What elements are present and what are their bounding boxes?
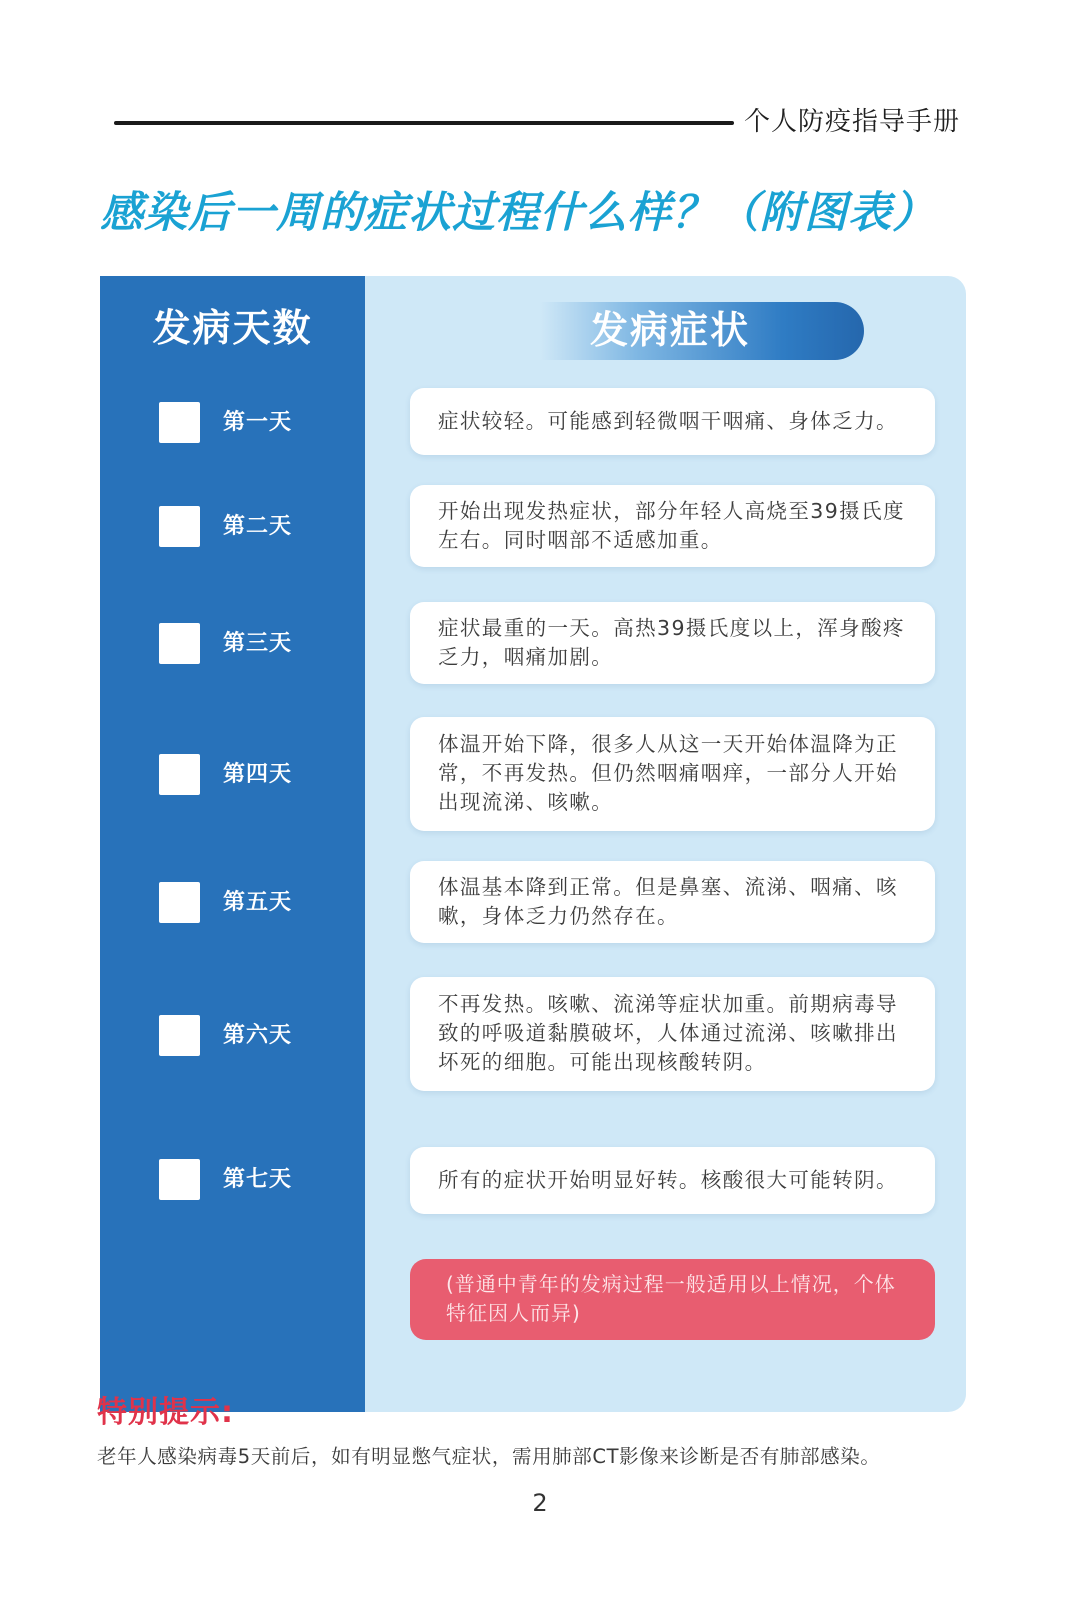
checkbox-day-5[interactable] <box>159 882 200 923</box>
symptom-text-6: 不再发热。咳嗽、流涕等症状加重。前期病毒导致的呼吸道黏膜破坏，人体通过流涕、咳嗽排出坏死的细胞。可能出现核酸转阴。 <box>438 992 898 1074</box>
general-note-box <box>410 1259 935 1340</box>
page-title: 感染后一周的症状过程什么样？（附图表） <box>100 188 936 238</box>
column-header-symptoms: 发病症状 <box>590 308 751 352</box>
checkbox-day-7[interactable] <box>159 1159 200 1200</box>
symptom-text-3: 症状最重的一天。高热39摄氏度以上，浑身酸疼乏力，咽痛加剧。 <box>438 616 905 669</box>
symptom-box-6 <box>410 977 935 1091</box>
symptom-timeline-card <box>100 276 966 1412</box>
special-tip-body: 老年人感染病毒5天前后，如有明显憋气症状，需用肺部CT影像来诊断是否有肺部感染。 <box>97 1445 881 1468</box>
symptom-text-1: 症状较轻。可能感到轻微咽干咽痛、身体乏力。 <box>438 409 898 433</box>
special-tip-title: 特别提示: <box>97 1395 234 1430</box>
symptom-box-4 <box>410 717 935 831</box>
day-row-5 <box>100 881 365 925</box>
day-label-5: 第五天 <box>223 890 293 915</box>
header-rule <box>114 121 734 125</box>
checkbox-day-4[interactable] <box>159 754 200 795</box>
day-label-1: 第一天 <box>223 410 293 435</box>
page-number: 2 <box>532 1489 548 1517</box>
day-label-7: 第七天 <box>223 1167 293 1192</box>
symptom-text-4: 体温开始下降，很多人从这一天开始体温降为正常，不再发热。但仍然咽痛咽痒，一部分人开始出现流涕、咳嗽。 <box>438 732 898 814</box>
symptom-box-3 <box>410 602 935 684</box>
checkbox-day-6[interactable] <box>159 1015 200 1056</box>
day-row-6 <box>100 1014 365 1058</box>
symptom-box-1 <box>410 388 935 455</box>
column-header-days: 发病天数 <box>152 306 313 350</box>
day-column <box>100 276 365 1412</box>
checkbox-day-2[interactable] <box>159 506 200 547</box>
checkbox-day-1[interactable] <box>159 402 200 443</box>
day-label-4: 第四天 <box>223 762 293 787</box>
day-label-3: 第三天 <box>223 631 293 656</box>
checkbox-day-3[interactable] <box>159 623 200 664</box>
day-row-1 <box>100 401 365 445</box>
general-note-text: (普通中青年的发病过程一般适用以上情况，个体特征因人而异) <box>446 1272 896 1325</box>
symptom-box-2 <box>410 485 935 567</box>
day-label-2: 第二天 <box>223 514 293 539</box>
day-row-4 <box>100 753 365 797</box>
day-row-2 <box>100 505 365 549</box>
day-row-7 <box>100 1158 365 1202</box>
column-header-symptoms-pill <box>540 302 864 360</box>
header-title: 个人防疫指导手册 <box>744 107 961 137</box>
symptom-text-2: 开始出现发热症状，部分年轻人高烧至39摄氏度左右。同时咽部不适感加重。 <box>438 499 905 552</box>
day-row-3 <box>100 622 365 666</box>
day-label-6: 第六天 <box>223 1023 293 1048</box>
symptom-text-5: 体温基本降到正常。但是鼻塞、流涕、咽痛、咳嗽，身体乏力仍然存在。 <box>438 875 898 928</box>
symptom-box-7 <box>410 1147 935 1214</box>
symptom-box-5 <box>410 861 935 943</box>
symptom-text-7: 所有的症状开始明显好转。核酸很大可能转阴。 <box>438 1168 898 1192</box>
